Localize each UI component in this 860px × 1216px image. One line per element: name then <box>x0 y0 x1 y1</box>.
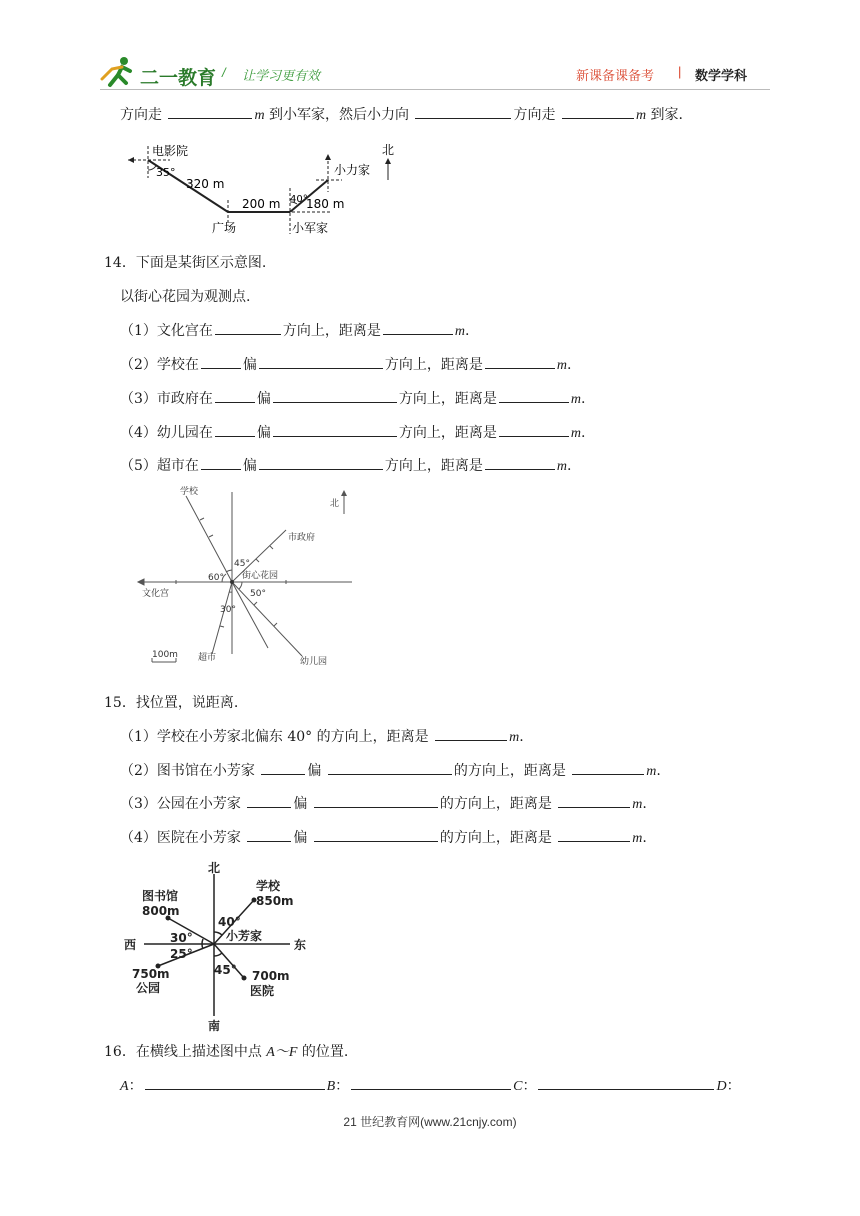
header-right-a: 新课备课备考 <box>576 68 655 83</box>
blank[interactable] <box>383 320 453 335</box>
blank[interactable] <box>201 455 241 470</box>
blank[interactable] <box>562 104 634 119</box>
distance-label: 200 m <box>242 197 281 211</box>
blank[interactable] <box>499 422 569 437</box>
header-right-b: 数学学科 <box>695 68 748 83</box>
blank[interactable] <box>435 726 507 741</box>
q15-item-4: （4）医院在小芳家 偏 的方向上，距离是 m. <box>120 827 647 849</box>
south-label: 南 <box>208 1019 221 1032</box>
east-label: 东 <box>294 938 307 952</box>
angle-label: 60° <box>208 573 224 583</box>
north-label: 北 <box>208 861 221 875</box>
q14-item-1: （1）文化宫在 方向上，距离是 m. <box>120 320 470 342</box>
home-label: 小芳家 <box>226 929 263 943</box>
blank[interactable] <box>273 422 397 437</box>
angle-label: 40° <box>218 915 241 929</box>
q14-item-3: （3）市政府在 偏 方向上，距离是 m. <box>120 388 586 410</box>
blank[interactable] <box>215 388 255 403</box>
header-rule <box>100 89 770 90</box>
blank[interactable] <box>485 455 555 470</box>
distance-label: 180 m <box>306 197 345 211</box>
blank[interactable] <box>499 388 569 403</box>
angle-label: 45° <box>234 559 250 569</box>
angle-label: 25° <box>170 947 193 961</box>
slogan-slash: / <box>222 65 226 80</box>
library-distance: 800m <box>142 904 180 918</box>
slogan: 让学习更有效 <box>242 68 321 83</box>
blank[interactable] <box>215 320 281 335</box>
blank[interactable] <box>201 354 241 369</box>
page-footer: 21 世纪教育网(www.21cnjy.com) <box>343 1115 517 1129</box>
north-label: 北 <box>330 499 340 509</box>
blank[interactable] <box>415 104 511 119</box>
cinema-label: 电影院 <box>152 144 189 158</box>
blank[interactable] <box>485 354 555 369</box>
q15-item-1: （1）学校在小芳家北偏东 40° 的方向上，距离是 m. <box>120 726 524 748</box>
park-label: 公园 <box>136 981 161 995</box>
blank[interactable] <box>558 793 630 808</box>
page-header <box>100 55 770 95</box>
angle-label: 30° <box>170 931 193 945</box>
q14-item-4: （4）幼儿园在 偏 方向上，距离是 m. <box>120 422 586 444</box>
west-label: 西 <box>124 938 137 952</box>
kinder-label: 幼儿园 <box>300 657 328 667</box>
blank[interactable] <box>168 104 252 119</box>
logo-text: 二一教育 <box>140 68 217 89</box>
blank[interactable] <box>261 760 305 775</box>
q16-answer-line: A： B： C： D： <box>120 1075 741 1097</box>
park-distance: 750m <box>132 967 170 981</box>
logo-runner-icon <box>100 55 138 89</box>
north-label: 北 <box>382 143 395 157</box>
blank[interactable] <box>314 793 438 808</box>
figure-13-route-map <box>120 140 410 240</box>
blank[interactable] <box>572 760 644 775</box>
blank[interactable] <box>145 1075 325 1090</box>
q13-line: 方向走 m 到小军家，然后小力向 方向走 m 到家. <box>120 104 683 126</box>
q14-title: 14．下面是某街区示意图. <box>104 255 267 271</box>
q15-item-2: （2）图书馆在小芳家 偏 的方向上，距离是 m. <box>120 760 661 782</box>
blank[interactable] <box>314 827 438 842</box>
scale-label: 100m <box>152 650 178 660</box>
blank[interactable] <box>558 827 630 842</box>
xiaoli-label: 小力家 <box>334 163 371 177</box>
market-label: 超市 <box>198 653 217 663</box>
distance-label: 320 m <box>186 177 225 191</box>
figure-14-street-map <box>136 484 366 674</box>
blank[interactable] <box>247 827 291 842</box>
q14-item-2: （2）学校在 偏 方向上，距离是 m. <box>120 354 572 376</box>
angle-label: 35° <box>156 166 176 179</box>
angle-label: 45° <box>214 963 237 977</box>
figure-15-compass-map <box>118 860 318 1032</box>
blank[interactable] <box>215 422 255 437</box>
blank[interactable] <box>328 760 452 775</box>
header-divider: | <box>678 64 682 79</box>
xiaojun-label: 小军家 <box>292 221 329 235</box>
school-label: 学校 <box>256 879 281 893</box>
q15-item-3: （3）公园在小芳家 偏 的方向上，距离是 m. <box>120 793 647 815</box>
angle-label: 30° <box>220 605 236 615</box>
school-distance: 850m <box>256 894 294 908</box>
school-label: 学校 <box>180 487 199 497</box>
blank[interactable] <box>351 1075 511 1090</box>
blank[interactable] <box>259 455 383 470</box>
angle-label: 40° <box>290 194 308 205</box>
govt-label: 市政府 <box>288 533 316 543</box>
blank[interactable] <box>538 1075 714 1090</box>
q15-title: 15．找位置，说距离. <box>104 695 239 711</box>
blank[interactable] <box>259 354 383 369</box>
q16-title: 16．在横线上描述图中点 A～F 的位置. <box>104 1044 349 1060</box>
library-label: 图书馆 <box>142 889 179 903</box>
hospital-label: 医院 <box>250 984 275 998</box>
center-label: 街心花园 <box>242 571 279 581</box>
q14-intro: 以街心花园为观测点. <box>120 289 251 305</box>
blank[interactable] <box>247 793 291 808</box>
blank[interactable] <box>273 388 397 403</box>
culture-label: 文化宫 <box>142 589 170 599</box>
square-label: 广场 <box>212 221 237 235</box>
hospital-distance: 700m <box>252 969 290 983</box>
q14-item-5: （5）超市在 偏 方向上，距离是 m. <box>120 455 572 477</box>
angle-label: 50° <box>250 589 266 599</box>
